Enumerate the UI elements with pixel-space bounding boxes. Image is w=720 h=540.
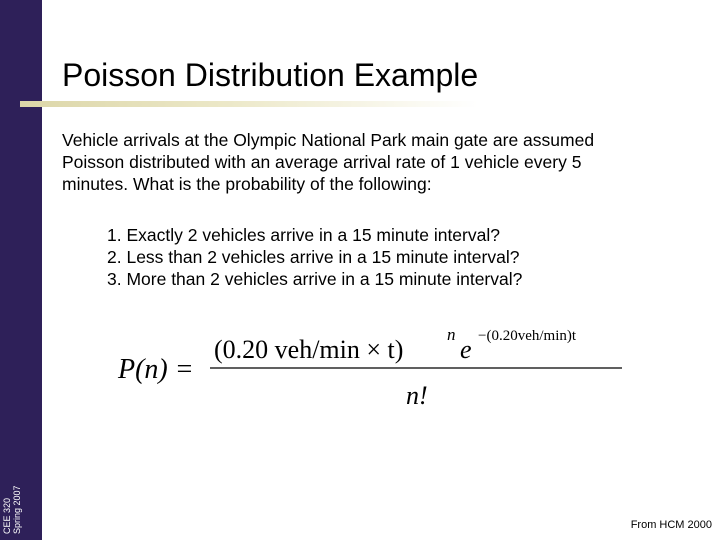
course-term: Spring 2007 bbox=[12, 485, 22, 534]
formula-numerator: (0.20 veh/min × t) bbox=[214, 335, 404, 364]
slide-title: Poisson Distribution Example bbox=[62, 57, 479, 93]
question-2: 2. Less than 2 vehicles arrive in a 15 minute interval? bbox=[107, 247, 520, 267]
poisson-formula bbox=[110, 318, 640, 418]
question-list bbox=[107, 224, 522, 290]
formula-e-exponent: −(0.20veh/min)t bbox=[478, 328, 577, 344]
problem-line-2: Poisson distributed with an average arrival rate of 1 vehicle every 5 bbox=[62, 152, 582, 172]
title-underline bbox=[20, 101, 478, 107]
formula-numerator-exponent: n bbox=[447, 325, 456, 344]
problem-line-1: Vehicle arrivals at the Olympic National Park main gate are assumed bbox=[62, 130, 595, 150]
problem-line-3: minutes. What is the probability of the following: bbox=[62, 174, 432, 194]
formula-denominator: n! bbox=[406, 381, 428, 410]
question-1: 1. Exactly 2 vehicles arrive in a 15 minute interval? bbox=[107, 225, 500, 245]
course-code: CEE 320 bbox=[2, 497, 12, 534]
course-label bbox=[2, 474, 40, 534]
source-note: From HCM 2000 bbox=[630, 519, 712, 531]
question-3: 3. More than 2 vehicles arrive in a 15 minute interval? bbox=[107, 269, 523, 289]
sidebar bbox=[0, 0, 42, 540]
problem-statement bbox=[62, 129, 702, 195]
formula-lhs: P(n) = bbox=[118, 354, 194, 385]
formula-e: e bbox=[460, 335, 472, 364]
